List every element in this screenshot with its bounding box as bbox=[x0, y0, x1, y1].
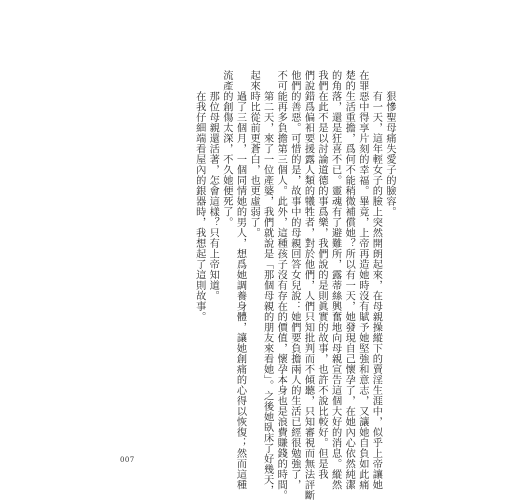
text-column: 起來時比從前更蒼白，也更虛弱了。 bbox=[248, 70, 260, 238]
text-column: 楚的生活重擔，爲何不能稍微補償她？所以有一天，她發現自己懷孕了，在她內心依然純潔 bbox=[343, 70, 355, 490]
text-column: 流產的創傷太深，不久她便死了。 bbox=[220, 70, 232, 228]
text-column: 狠慘聖母痛失愛子的臉容。 bbox=[384, 70, 395, 217]
text-column: 他們的善惡。可惜的是，故事中的母親回答女兒說：她們要負擔兩人的生活已經很勉強了， bbox=[288, 70, 300, 490]
text-column: 的角落，還是狂喜不已。靈魂有了避難所，露蒂絲興奮地向母親宣告這個大好的消息。縱然 bbox=[329, 70, 341, 490]
text-column: 不可能再多負擔第三個人。此外，這種孩子沒有存在的價值，懷孕本身也是浪費賺錢的時間。 bbox=[275, 70, 287, 501]
text-column: 過了三個月，一個同情她的男人，想爲她調養身體，讓她創痛的心得以恢復；然而這種 bbox=[234, 70, 246, 490]
text-column: 在我仔細端看屋內的銀器時，我想起了這則故事。 bbox=[193, 70, 205, 322]
text-column: 第二天，來了一位產婆，我們就說是「那個母親的朋友來看她」。之後她臥床了好幾天， bbox=[261, 70, 273, 496]
text-column: 有一天，這年輕女子的臉上突然開朗起來，在母親操縱下的賣淫生涯中，似乎上帝讓她 bbox=[370, 70, 382, 490]
text-column: 們說錯爲偏衵要援露人類的犧牲者，對於他們，人們只知批判而不傾聽，只知審視而無法評斷 bbox=[302, 70, 314, 501]
page-number: 007 bbox=[120, 456, 135, 464]
text-column: 我們在此不是以討論道德的事爲樂，我們說的是則眞實的故事，也許不說比較好。但是我 bbox=[316, 70, 328, 480]
text-column: 在罪惡中得享片刻的幸福。畢竟，上帝再造她時沒有賦予她堅強和意志，又讓她自負如此痛 bbox=[356, 70, 368, 490]
text-column: 那位母親還活著，怎會這樣？只有上帝知道。 bbox=[207, 70, 219, 301]
